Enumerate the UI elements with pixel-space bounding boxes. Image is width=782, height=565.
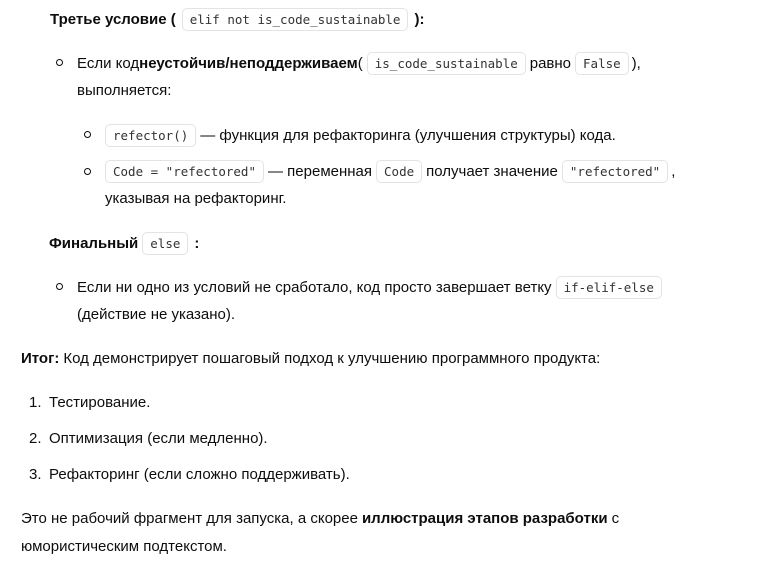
step-item bbox=[29, 427, 268, 449]
bullet-text-cont: выполняется: bbox=[77, 81, 172, 99]
sub-item-refector bbox=[105, 124, 616, 146]
bullet-icon bbox=[84, 131, 91, 138]
refectored-value-code: "refectored" bbox=[562, 160, 668, 183]
sub-item-text: — функция для рефакторинга (улучшения структуры) кода. bbox=[200, 126, 616, 144]
code-variable-code: Code bbox=[376, 160, 422, 183]
closing-pre: Это не рабочий фрагмент для запуска, а скорее bbox=[21, 509, 358, 527]
third-condition-bullet bbox=[77, 52, 641, 74]
refector-code: refector() bbox=[105, 124, 196, 147]
sub-item-cont: указывая на рефакторинг. bbox=[105, 189, 287, 207]
else-code: else bbox=[142, 232, 188, 255]
bullet-text-mid: ( bbox=[357, 54, 363, 72]
false-code: False bbox=[575, 52, 629, 75]
step-text: Оптимизация (если медленно). bbox=[49, 429, 268, 447]
sub-item-text1: — переменная bbox=[268, 162, 373, 180]
third-condition-label-end: ): bbox=[414, 10, 425, 28]
final-label: Финальный bbox=[49, 234, 139, 252]
elif-code: elif not is_code_sustainable bbox=[182, 8, 409, 31]
bullet-icon bbox=[84, 168, 91, 175]
is-code-sustainable-code: is_code_sustainable bbox=[367, 52, 526, 75]
sub-item-code-assignment-cont bbox=[105, 187, 286, 209]
step-number: 2. bbox=[29, 429, 42, 447]
bullet-icon bbox=[56, 59, 63, 66]
final-bullet-text: Если ни одно из условий не сработало, код просто завершает ветку bbox=[77, 278, 552, 296]
closing-post: с bbox=[611, 509, 620, 527]
third-condition-label: Третье условие ( bbox=[50, 10, 176, 28]
bullet-text-pre: Если код bbox=[77, 54, 140, 72]
closing-bold: иллюстрация этапов разработки bbox=[361, 509, 608, 527]
summary-bold: Итог: bbox=[21, 349, 60, 367]
summary-line bbox=[21, 347, 600, 369]
final-bullet bbox=[77, 276, 662, 298]
step-item bbox=[29, 463, 350, 485]
step-number: 1. bbox=[29, 393, 42, 411]
final-bullet-cont-text: (действие не указано). bbox=[77, 305, 236, 323]
summary-text: Код демонстрирует пошаговый подход к улучшению программного продукта: bbox=[63, 349, 601, 367]
bullet-text-bold: неустойчив/неподдерживаем bbox=[139, 54, 358, 72]
bullet-text-mid2: равно bbox=[529, 54, 572, 72]
closing-cont: юмористическим подтекстом. bbox=[21, 537, 227, 555]
sub-item-text3: , bbox=[671, 162, 676, 180]
final-else-heading bbox=[49, 232, 199, 254]
step-number: 3. bbox=[29, 465, 42, 483]
bullet-text-end: ), bbox=[631, 54, 641, 72]
closing-line-cont bbox=[21, 535, 227, 557]
step-text: Тестирование. bbox=[49, 393, 151, 411]
bullet-icon bbox=[56, 283, 63, 290]
step-item bbox=[29, 391, 150, 413]
third-condition-bullet-cont bbox=[77, 79, 171, 101]
final-bullet-cont bbox=[77, 303, 235, 325]
sub-item-code-assignment bbox=[105, 160, 675, 182]
final-label-end: : bbox=[194, 234, 200, 252]
third-condition-heading bbox=[50, 8, 424, 30]
closing-line bbox=[21, 507, 619, 529]
sub-item-text2: получает значение bbox=[426, 162, 558, 180]
if-elif-else-code: if-elif-else bbox=[556, 276, 662, 299]
step-text: Рефакторинг (если сложно поддерживать). bbox=[49, 465, 350, 483]
code-assign-code: Code = "refectored" bbox=[105, 160, 264, 183]
